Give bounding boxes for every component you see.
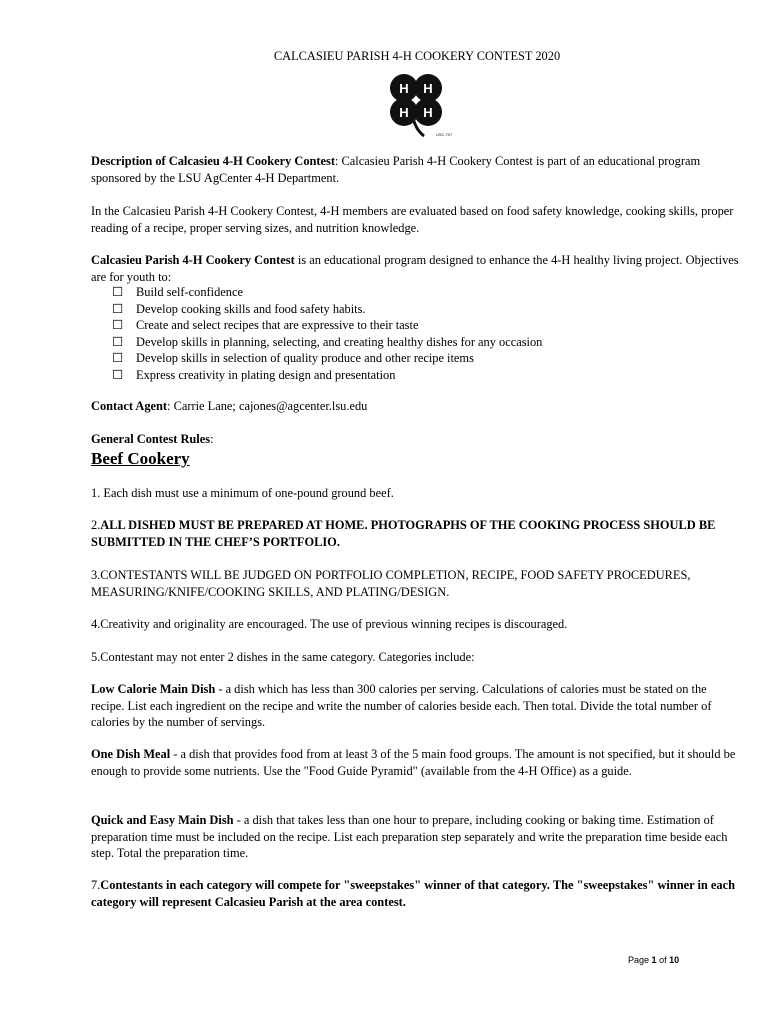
list-item: ☐ Express creativity in plating design and presentation: [112, 367, 396, 382]
rule-4: 4.Creativity and originality are encouraged. The use of previous winning recipes is discouraged.: [91, 617, 568, 631]
svg-text:H: H: [423, 105, 433, 120]
checkbox-icon: ☐: [112, 334, 124, 349]
description-lead: Description of Calcasieu 4-H Cookery Contest: [91, 154, 335, 168]
evaluation-paragraph: In the Calcasieu Parish 4-H Cookery Contest, 4-H members are evaluated based on food safety knowledge, cooking skills, proper reading of a recipe, proper serving sizes, and nutrition knowledge.: [91, 204, 734, 235]
rule-3: 3.CONTESTANTS WILL BE JUDGED ON PORTFOLIO COMPLETION, RECIPE, FOOD SAFETY PROCEDURES, MEASURING/KNIFE/COOKING SKILLS, AND PLATING/DESIGN.: [91, 568, 691, 599]
contact-lead: Contact Agent: [91, 399, 168, 413]
checkbox-icon: ☐: [112, 367, 124, 382]
category-one-dish: One Dish Meal - a dish that provides food from at least 3 of the 5 main food groups. The amount is not specified, but it should be enough to provide some nutrients. Use the "Food Guide Pyramid" (available from the 4-H Office) as a guide.: [91, 747, 736, 778]
program-lead: Calcasieu Parish 4-H Cookery Contest: [91, 253, 295, 267]
rule-7: 7.Contestants in each category will compete for "sweepstakes" winner of that category. The "sweepstakes" winner in each category will represent Calcasieu Parish at the area contest.: [91, 878, 736, 909]
4h-clover-icon: [380, 66, 452, 138]
list-item: ☐ Develop cooking skills and food safety habits.: [112, 301, 366, 316]
rules-heading: General Contest Rules:: [91, 432, 214, 446]
checkbox-icon: ☐: [112, 351, 124, 365]
document-title: CALCASIEU PARISH 4-H COOKERY CONTEST 2020: [273, 49, 561, 63]
contact-paragraph: [91, 398, 743, 415]
program-paragraph: [91, 252, 743, 285]
svg-text:H: H: [399, 81, 409, 96]
section-heading: Beef Cookery: [91, 449, 190, 468]
list-item: ☐ Develop skills in selection of quality produce and other recipe items: [112, 351, 474, 365]
description-text: : Calcasieu Parish 4-H Cookery Contest is part of an educational program sponsored by the LSU AgCenter 4-H Department.: [91, 154, 701, 185]
list-item: ☐ Build self-confidence: [112, 285, 244, 299]
description-paragraph: [91, 153, 743, 186]
contact-text: : Carrie Lane; cajones@agcenter.lsu.edu: [167, 399, 368, 413]
page-number: Page 1 of 10: [628, 955, 680, 965]
rule-1: 1. Each dish must use a minimum of one-pound ground beef.: [91, 486, 394, 500]
list-item: ☐ Create and select recipes that are expressive to their taste: [112, 318, 419, 332]
svg-text:H: H: [423, 81, 433, 96]
program-text: is an educational program designed to enhance the 4-H healthy living project. Objectives are for youth to:: [91, 253, 739, 284]
rule-5: 5.Contestant may not enter 2 dishes in the same category. Categories include:: [91, 650, 475, 664]
checkbox-icon: ☐: [112, 301, 124, 316]
logo-mark: USC 707: [436, 132, 452, 137]
objectives-list: [112, 284, 732, 383]
svg-text:H: H: [399, 105, 409, 120]
checkbox-icon: ☐: [112, 318, 124, 332]
category-low-calorie: Low Calorie Main Dish - a dish which has less than 300 calories per serving. Calculations of calories must be stated on the recipe. List each ingredient on the recipe and write the number of calories beside each. Then total. Divide the total number of calories by the number of servings.: [91, 682, 712, 729]
rule-2: 2.ALL DISHED MUST BE PREPARED AT HOME. PHOTOGRAPHS OF THE COOKING PROCESS SHOULD BE SUBMITTED IN THE CHEF’S PORTFOLIO.: [91, 518, 716, 549]
checkbox-icon: ☐: [112, 285, 124, 299]
category-quick-easy: Quick and Easy Main Dish - a dish that takes less than one hour to prepare, including cooking or baking time. Estimation of preparation time must be included on the recipe. List each preparation step separately and write the preparation time beside each step. Total the preparation time.: [91, 813, 728, 860]
list-item: ☐ Develop skills in planning, selecting, and creating healthy dishes for any occasion: [112, 334, 543, 349]
